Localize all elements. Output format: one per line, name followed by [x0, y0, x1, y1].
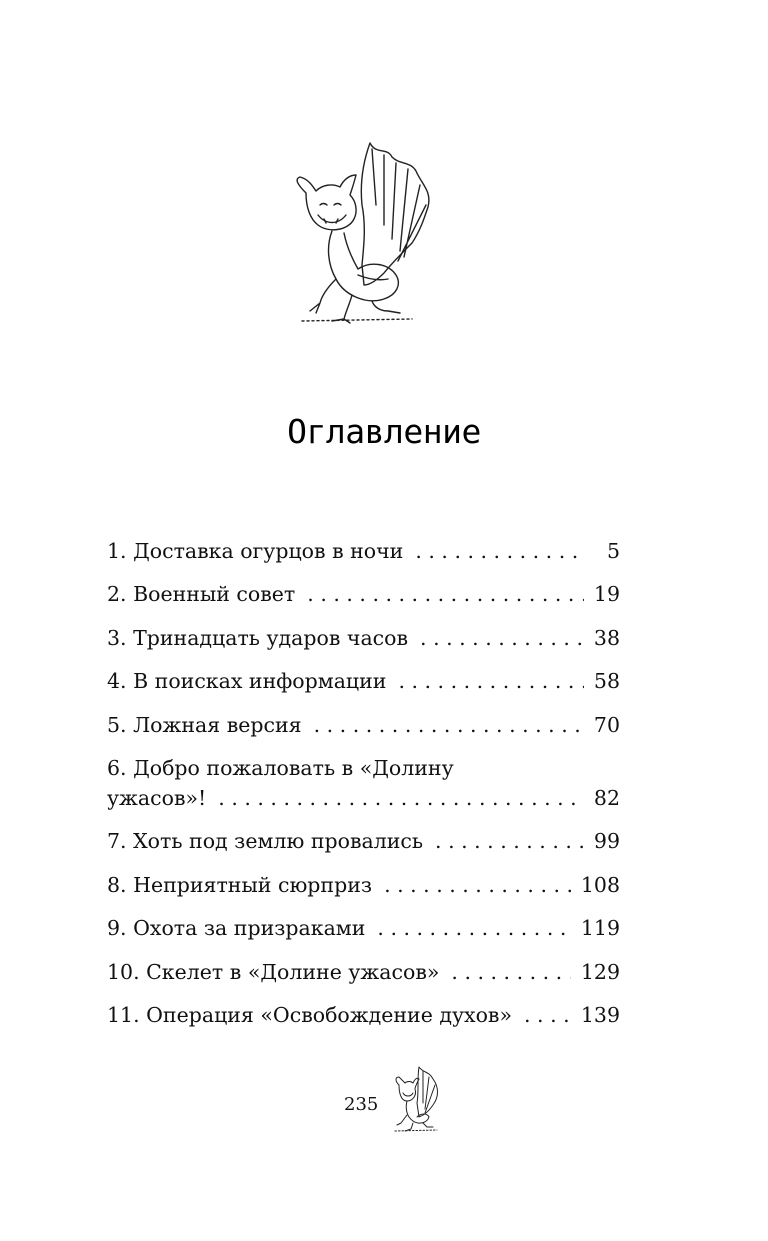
page-number: 235	[344, 1094, 379, 1115]
toc-entry-title: 1. Доставка огурцов в ночи	[107, 539, 404, 563]
toc-entry-title: 3. Тринадцать ударов часов	[107, 625, 409, 650]
toc-entry-title: 11. Операция «Освобождение духов»	[107, 1002, 513, 1027]
toc-entry-title: 6. Добро пожаловать в «Долину	[107, 755, 454, 780]
toc-entry-page: 70	[593, 712, 620, 737]
toc-entry-title-continued: ужасов»!	[107, 785, 207, 810]
toc-entry-page: 99	[593, 829, 620, 854]
toc-entry-page: 82	[593, 785, 620, 810]
bat-illustration	[292, 135, 442, 335]
dot-leader	[435, 826, 584, 856]
dot-leader	[415, 536, 584, 566]
toc-entry-page: 58	[593, 669, 620, 694]
toc-entry-page: 139	[580, 1002, 620, 1027]
dot-leader	[524, 1000, 571, 1030]
toc-entry[interactable]	[107, 913, 620, 943]
toc-entry[interactable]	[107, 957, 620, 987]
toc-entry-page: 38	[593, 625, 620, 650]
toc-list	[107, 536, 620, 1043]
toc-entry[interactable]	[107, 623, 620, 653]
toc-entry[interactable]	[107, 870, 620, 900]
toc-entry-title: 7. Хоть под землю провались	[107, 829, 424, 854]
small-bat-illustration	[393, 1063, 443, 1135]
toc-entry-page: 5	[606, 539, 620, 563]
toc-entry-title: 9. Охота за призраками	[107, 916, 366, 941]
toc-entry-page: 129	[580, 959, 620, 984]
toc-entry-page: 108	[580, 872, 620, 897]
toc-entry-page: 119	[580, 916, 620, 941]
toc-title: Оглавление	[287, 412, 481, 451]
toc-entry[interactable]	[107, 1000, 620, 1030]
toc-entry[interactable]	[107, 666, 620, 696]
toc-entry-title: 8. Неприятный сюрприз	[107, 872, 373, 897]
toc-entry-title: 5. Ложная версия	[107, 712, 302, 737]
dot-leader	[451, 957, 570, 987]
dot-leader	[384, 870, 571, 900]
toc-entry[interactable]	[107, 579, 620, 609]
toc-entry-page: 19	[593, 582, 620, 607]
dot-leader	[377, 913, 570, 943]
toc-entry[interactable]	[107, 753, 620, 813]
toc-entry-title: 4. В поисках информации	[107, 669, 387, 694]
dot-leader	[420, 623, 584, 653]
toc-entry-title: 10. Скелет в «Долине ужасов»	[107, 959, 440, 984]
dot-leader	[398, 666, 583, 696]
toc-entry-title: 2. Военный совет	[107, 582, 296, 607]
dot-leader	[218, 783, 584, 813]
toc-entry[interactable]	[107, 826, 620, 856]
dot-leader	[307, 579, 584, 609]
toc-entry[interactable]	[107, 710, 620, 740]
dot-leader	[314, 710, 584, 740]
toc-entry[interactable]	[107, 536, 620, 566]
